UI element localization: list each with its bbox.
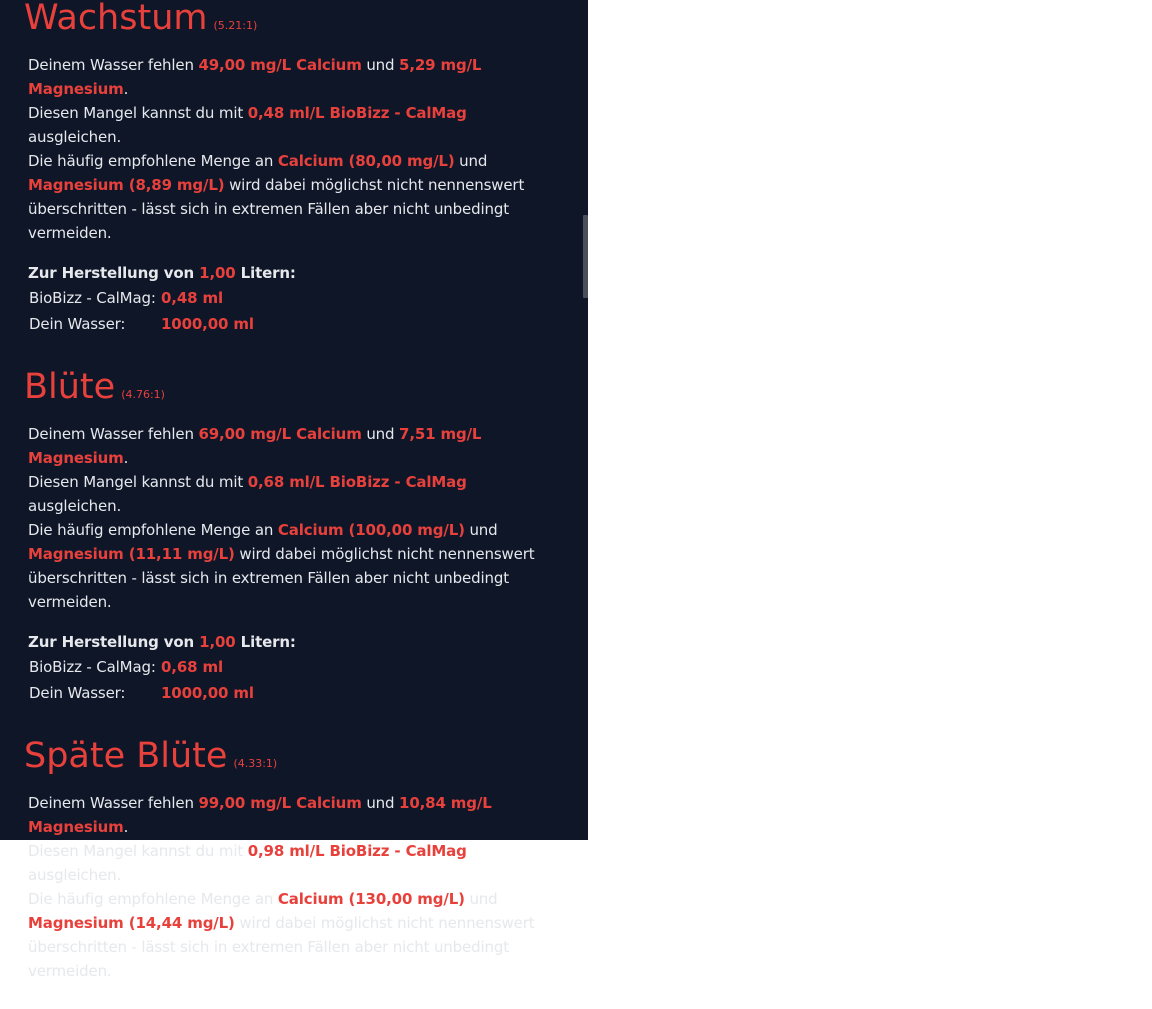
recipe-row-water xyxy=(29,311,574,337)
recipe-label: Dein Wasser: xyxy=(29,684,126,702)
calcium-deficit: 49,00 mg/L Calcium xyxy=(198,56,362,74)
recipe-label: BioBizz - CalMag: xyxy=(29,289,156,307)
results-panel xyxy=(0,0,588,980)
scrollbar-thumb[interactable] xyxy=(583,215,588,298)
scrollbar-track[interactable] xyxy=(582,0,588,840)
deficiency-text: Deinem Wasser fehlen 69,00 mg/L Calcium und 7,51 mg/L Magnesium. Diesen Mangel kannst du mit 0,68 ml/L BioBizz - CalMag ausgleichen. Die häufig empfohlene Menge an Calcium (100,00 mg/L) und Magnesium (11,11 mg/L) wird dabei möglichst nicht nennenswert überschritten - lässt sich in extremen Fällen aber nicht unbedingt vermeiden. xyxy=(28,425,535,611)
dose-value: 0,68 ml/L BioBizz - CalMag xyxy=(247,473,467,491)
magnesium-recommendation: Magnesium (14,44 mg/L) xyxy=(28,914,235,932)
results-content xyxy=(24,0,574,1009)
recipe-label: BioBizz - CalMag: xyxy=(29,658,156,676)
recipe-row-calmag xyxy=(29,654,574,680)
magnesium-deficit: 5,29 mg/L Magnesium xyxy=(28,56,482,98)
magnesium-deficit: 10,84 mg/L Magnesium xyxy=(28,794,492,836)
recipe-label: Dein Wasser: xyxy=(29,315,126,333)
deficiency-text: Deinem Wasser fehlen 49,00 mg/L Calcium und 5,29 mg/L Magnesium. Diesen Mangel kannst du mit 0,48 ml/L BioBizz - CalMag ausgleichen. Die häufig empfohlene Menge an Calcium (80,00 mg/L) und Magnesium (8,89 mg/L) wird dabei möglichst nicht nennenswert überschritten - lässt sich in extremen Fällen aber nicht unbedingt vermeiden. xyxy=(28,56,525,242)
liters-value: 1,00 xyxy=(199,633,236,651)
calcium-recommendation: Calcium (80,00 mg/L) xyxy=(277,152,455,170)
recipe-value: 0,68 ml xyxy=(161,658,223,676)
calcium-recommendation: Calcium (100,00 mg/L) xyxy=(277,521,465,539)
recipe-row-calmag xyxy=(29,285,574,311)
recipe-value: 1000,00 ml xyxy=(161,315,254,333)
magnesium-recommendation: Magnesium (11,11 mg/L) xyxy=(28,545,235,563)
production-heading: Zur Herstellung von 1,00 Litern: xyxy=(28,633,296,651)
recipe-row-water xyxy=(29,680,574,706)
calcium-deficit: 99,00 mg/L Calcium xyxy=(198,794,362,812)
section-title: Blüte (4.76:1) xyxy=(24,367,165,407)
dose-value: 0,48 ml/L BioBizz - CalMag xyxy=(247,104,467,122)
ratio-label: (5.21:1) xyxy=(213,19,258,32)
section-wachstum xyxy=(24,0,574,337)
ratio-label: (4.33:1) xyxy=(233,757,278,770)
magnesium-recommendation: Magnesium (8,89 mg/L) xyxy=(28,176,225,194)
deficiency-text: Deinem Wasser fehlen 99,00 mg/L Calcium und 10,84 mg/L Magnesium. Diesen Mangel kannst du mit 0,98 ml/L BioBizz - CalMag ausgleichen. Die häufig empfohlene Menge an Calcium (130,00 mg/L) und Magnesium (14,44 mg/L) wird dabei möglichst nicht nennenswert überschritten - lässt sich in extremen Fällen aber nicht unbedingt vermeiden. xyxy=(28,794,535,980)
section-title: Späte Blüte (4.33:1) xyxy=(24,736,278,776)
liters-value: 1,00 xyxy=(199,264,236,282)
ratio-label: (4.76:1) xyxy=(121,388,165,401)
section-spaete-bluete xyxy=(24,732,574,983)
section-title: Wachstum (5.21:1) xyxy=(24,0,258,38)
production-heading: Zur Herstellung von 1,00 Litern: xyxy=(28,264,296,282)
calcium-recommendation: Calcium (130,00 mg/L) xyxy=(277,890,465,908)
calcium-deficit: 69,00 mg/L Calcium xyxy=(198,425,362,443)
dose-value: 0,98 ml/L BioBizz - CalMag xyxy=(247,842,467,860)
magnesium-deficit: 7,51 mg/L Magnesium xyxy=(28,425,482,467)
recipe-value: 1000,00 ml xyxy=(161,684,254,702)
recipe-value: 0,48 ml xyxy=(161,289,223,307)
section-bluete xyxy=(24,363,574,706)
